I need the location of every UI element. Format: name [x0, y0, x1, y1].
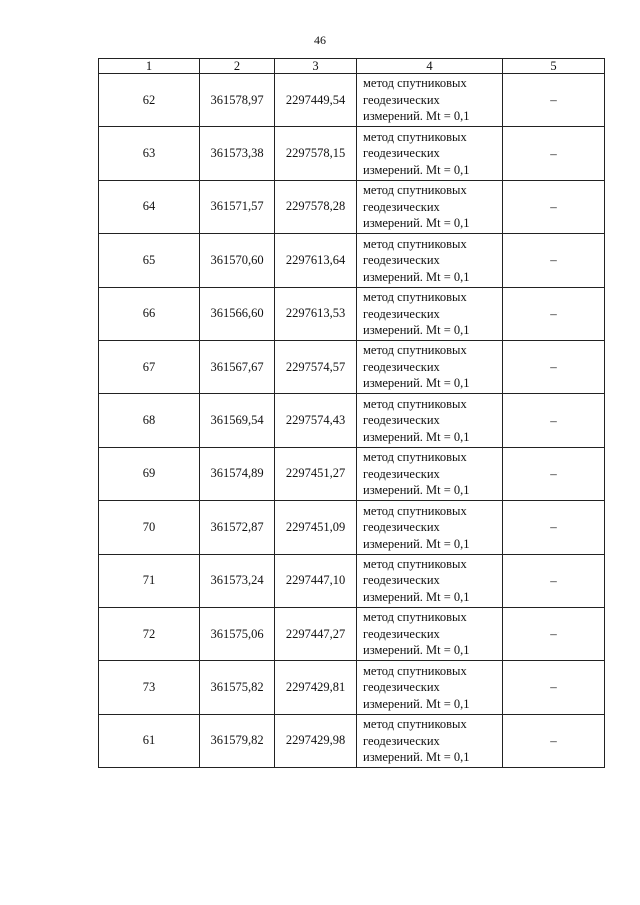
method-line: метод спутниковых — [363, 450, 467, 465]
method-line: измерений. Mt = 0,1 — [363, 483, 470, 498]
x-coordinate-cell: 361578,97 — [200, 74, 275, 127]
x-coordinate-cell: 361566,60 — [200, 287, 275, 340]
table-row — [99, 394, 605, 447]
x-coordinate-cell: 361570,60 — [200, 234, 275, 287]
point-number-cell: 64 — [99, 180, 200, 233]
method-line: геодезических — [363, 92, 440, 107]
method-line: геодезических — [363, 626, 440, 641]
method-line: метод спутниковых — [363, 290, 467, 304]
point-number-cell: 62 — [99, 74, 200, 127]
point-number-cell: 68 — [99, 394, 200, 447]
method-line: измерений. Mt = 0,1 — [363, 109, 470, 124]
method-line: метод спутниковых — [363, 610, 467, 625]
method-line: измерений. Mt = 0,1 — [363, 323, 470, 337]
point-number-cell: 69 — [99, 447, 200, 500]
method-line: метод спутниковых — [363, 76, 467, 91]
page-number: 46 — [314, 33, 326, 47]
table-row — [99, 501, 605, 554]
method-line: измерений. Mt = 0,1 — [363, 269, 470, 284]
x-coordinate-cell: 361569,54 — [200, 394, 275, 447]
method-cell — [357, 501, 503, 554]
method-line: геодезических — [363, 466, 440, 481]
method-cell — [357, 661, 503, 714]
point-number-cell: 73 — [99, 661, 200, 714]
method-line: геодезических — [363, 359, 440, 374]
point-number-cell: 72 — [99, 607, 200, 660]
method-line: измерений. Mt = 0,1 — [363, 696, 470, 711]
y-coordinate-cell: 2297574,43 — [275, 394, 357, 447]
method-line: измерений. Mt = 0,1 — [363, 536, 470, 551]
x-coordinate-cell: 361573,38 — [200, 127, 275, 180]
method-cell — [357, 234, 503, 287]
point-number-cell: 63 — [99, 127, 200, 180]
method-line: геодезических — [363, 733, 440, 748]
note-cell: – — [503, 607, 605, 660]
method-line: геодезических — [363, 680, 440, 695]
header-col-3: 3 — [275, 59, 357, 74]
header-col-5: 5 — [503, 59, 605, 74]
table-row — [99, 607, 605, 660]
header-col-2: 2 — [200, 59, 275, 74]
method-line: измерений. Mt = 0,1 — [363, 643, 470, 658]
y-coordinate-cell: 2297447,10 — [275, 554, 357, 607]
y-coordinate-cell: 2297574,57 — [275, 340, 357, 393]
method-line: геодезических — [363, 520, 440, 535]
method-cell — [357, 394, 503, 447]
method-line: метод спутниковых — [363, 503, 467, 518]
method-line: метод спутниковых — [363, 183, 467, 198]
method-line: измерений. Mt = 0,1 — [363, 376, 470, 391]
method-cell — [357, 127, 503, 180]
note-cell: – — [503, 554, 605, 607]
method-line: геодезических — [363, 253, 440, 268]
method-line: метод спутниковых — [363, 717, 467, 732]
table-row — [99, 554, 605, 607]
method-line: метод спутниковых — [363, 129, 467, 144]
note-cell: – — [503, 714, 605, 767]
coordinates-table — [98, 58, 605, 768]
x-coordinate-cell: 361573,24 — [200, 554, 275, 607]
method-line: измерений. Mt = 0,1 — [363, 162, 470, 177]
note-cell: – — [503, 127, 605, 180]
table-body — [99, 74, 605, 768]
point-number-cell: 61 — [99, 714, 200, 767]
method-cell — [357, 447, 503, 500]
y-coordinate-cell: 2297578,28 — [275, 180, 357, 233]
table-row — [99, 234, 605, 287]
method-line: геодезических — [363, 413, 440, 428]
method-line: метод спутниковых — [363, 343, 467, 358]
method-cell — [357, 714, 503, 767]
method-line: геодезических — [363, 306, 440, 321]
note-cell: – — [503, 501, 605, 554]
method-line: метод спутниковых — [363, 236, 467, 251]
method-cell — [357, 340, 503, 393]
method-cell — [357, 554, 503, 607]
method-line: геодезических — [363, 146, 440, 161]
note-cell: – — [503, 394, 605, 447]
note-cell: – — [503, 180, 605, 233]
method-cell — [357, 287, 503, 340]
x-coordinate-cell: 361575,06 — [200, 607, 275, 660]
x-coordinate-cell: 361575,82 — [200, 661, 275, 714]
table-row — [99, 127, 605, 180]
method-line: метод спутниковых — [363, 663, 467, 678]
table-row — [99, 287, 605, 340]
method-line: метод спутниковых — [363, 396, 467, 411]
y-coordinate-cell: 2297447,27 — [275, 607, 357, 660]
method-line: измерений. Mt = 0,1 — [363, 589, 470, 604]
y-coordinate-cell: 2297578,15 — [275, 127, 357, 180]
x-coordinate-cell: 361572,87 — [200, 501, 275, 554]
header-col-1: 1 — [99, 59, 200, 74]
note-cell: – — [503, 661, 605, 714]
method-line: измерений. Mt = 0,1 — [363, 216, 470, 231]
note-cell: – — [503, 340, 605, 393]
point-number-cell: 70 — [99, 501, 200, 554]
table-row — [99, 714, 605, 767]
y-coordinate-cell: 2297449,54 — [275, 74, 357, 127]
method-line: геодезических — [363, 199, 440, 214]
y-coordinate-cell: 2297451,09 — [275, 501, 357, 554]
x-coordinate-cell: 361571,57 — [200, 180, 275, 233]
note-cell: – — [503, 447, 605, 500]
table-row — [99, 74, 605, 127]
note-cell: – — [503, 74, 605, 127]
point-number-cell: 67 — [99, 340, 200, 393]
y-coordinate-cell: 2297451,27 — [275, 447, 357, 500]
note-cell: – — [503, 287, 605, 340]
table-row — [99, 340, 605, 393]
method-cell — [357, 74, 503, 127]
note-cell: – — [503, 234, 605, 287]
point-number-cell: 66 — [99, 287, 200, 340]
header-row — [99, 59, 605, 74]
x-coordinate-cell: 361567,67 — [200, 340, 275, 393]
table-row — [99, 447, 605, 500]
method-cell — [357, 180, 503, 233]
x-coordinate-cell: 361574,89 — [200, 447, 275, 500]
header-col-4: 4 — [357, 59, 503, 74]
y-coordinate-cell: 2297613,53 — [275, 287, 357, 340]
method-line: измерений. Mt = 0,1 — [363, 750, 470, 765]
method-line: измерений. Mt = 0,1 — [363, 429, 470, 444]
y-coordinate-cell: 2297613,64 — [275, 234, 357, 287]
point-number-cell: 71 — [99, 554, 200, 607]
y-coordinate-cell: 2297429,81 — [275, 661, 357, 714]
method-cell — [357, 607, 503, 660]
table-row — [99, 661, 605, 714]
method-line: метод спутниковых — [363, 556, 467, 571]
x-coordinate-cell: 361579,82 — [200, 714, 275, 767]
table-header — [99, 59, 605, 74]
point-number-cell: 65 — [99, 234, 200, 287]
method-line: геодезических — [363, 573, 440, 588]
table-row — [99, 180, 605, 233]
y-coordinate-cell: 2297429,98 — [275, 714, 357, 767]
